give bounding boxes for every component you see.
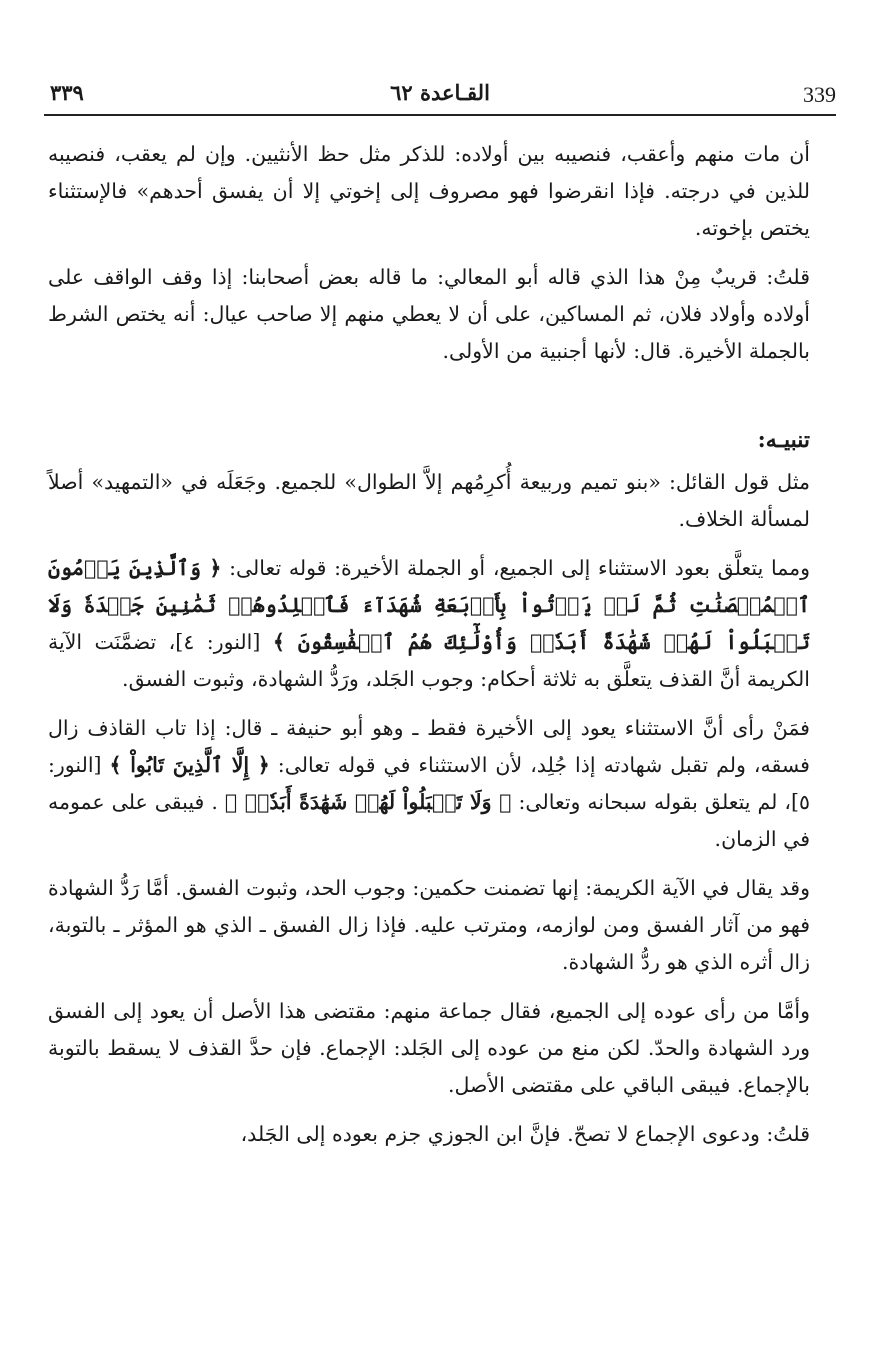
page-number-arabic: ٣٣٩ [50,80,84,105]
paragraph-6: وقد يقال في الآية الكريمة: إنها تضمنت حكمين: وجوب الحد، وثبوت الفسق. أمَّا رَدُّ الشهادة فهو من آثار الفسق ومن لوازمه، ومترتب عليه. فإذا زال الفسق ـ الذي هو المؤثر ـ بالتوبة، زال أثره الذي هو ردُّ الشهادة. [48,876,810,974]
paragraph-5-middle: [النور: ٥]، لم يتعلق بقوله سبحانه وتعالى: [48,753,811,814]
page-number-latin: 339 [803,82,836,107]
paragraph-1: أن مات منهم وأعقب، فنصيبه بين أولاده: للذكر مثل حظ الأنثيين. وإن لم يعقب، فنصيبه للذين في درجته. فإذا انقرضوا فهو مصروف إلى إخوتي إلا أن يفسق أحدهم» فالإستثناء يختص بإخوته. [48,142,810,240]
page-header [44,76,836,112]
paragraph-3: مثل قول القائل: «بنو تميم وربيعة أُكرِمُهم إلاَّ الطوال» للجميع. وجَعَلَه في «التمهيد» أصلاً لمسألة الخلاف. [48,470,810,531]
paragraph-5-end: . فيبقى على عمومه في الزمان. [48,790,810,851]
quran-verse-testimony: ﴿ وَلَا تَقۡبَلُواْ لَهُمۡ شَهَٰدَةً أَبَدٗاۚ ﴾ [224,790,512,814]
paragraph-4-commentary: [النور: ٤]، تضمَّنَت الآية الكريمة أنَّ القذف يتعلَّق به ثلاثة أحكام: وجوب الجَلد، ورَدُّ الشهادة، وثبوت الفسق. [48,630,810,691]
paragraph-8: قلتُ: ودعوى الإجماع لا تصحّ. فإنَّ ابن الجوزي جزم بعوده إلى الجَلد، [240,1122,810,1146]
header-rule [44,114,836,116]
paragraph-5 [48,710,810,858]
paragraph-7: وأمَّا من رأى عوده إلى الجميع، فقال جماعة منهم: مقتضى هذا الأصل أن يعود إلى الفسق ورد الشهادة والحدّ. لكن منع من عوده إلى الجَلد: الإجماع. فإن حدَّ القذف لا يسقط بالتوبة بالإجماع. فيبقى الباقي على مقتضى الأصل. [48,999,810,1097]
section-heading: تنبيـه: [757,427,810,453]
paragraph-5-intro: فمَنْ رأى أنَّ الاستثناء يعود إلى الأخيرة فقط ـ وهو أبو حنيفة ـ قال: إذا تاب القاذف زال فسقه، ولم تقبل شهادته إذا جُلِد، لأن الاستثناء في قوله تعالى: [48,716,810,777]
quran-verse-nur-4: ﴿ وَٱلَّذِينَ يَرۡمُونَ ٱلۡمُحۡصَنَٰتِ ثُمَّ لَمۡ يَأۡتُواْ بِأَرۡبَعَةِ شُهَدَآءَ فَٱجۡلِدُوهُمۡ ثَمَٰنِينَ جَلۡدَةٗ وَلَا تَقۡبَلُواْ لَهُمۡ شَهَٰدَةً أَبَدٗاۚ وَأُوْلَٰٓئِكَ هُمُ ٱلۡفَٰسِقُونَ ﴾ [48,556,810,654]
paragraph-4 [48,550,810,698]
paragraph-4-intro: ومما يتعلَّق بعود الاستثناء إلى الجميع، أو الجملة الأخيرة: قوله تعالى: [229,556,810,580]
quran-verse-nur-5: ﴿ إِلَّا ٱلَّذِينَ تَابُواْ ﴾ [109,753,270,777]
main-text [48,136,810,1153]
paragraph-2: قلتُ: قريبٌ مِنْ هذا الذي قاله أبو المعالي: ما قاله بعض أصحابنا: إذا وقف الواقف على أولاده وأولاد فلان، ثم المساكين، على أن لا يعطي منهم إلا صاحب عيال: أنه يختص الشرط بالجملة الأخيرة. قال: لأنها أجنبية من الأولى. [48,265,810,363]
chapter-title: القـاعدة ٦٢ [390,80,490,105]
